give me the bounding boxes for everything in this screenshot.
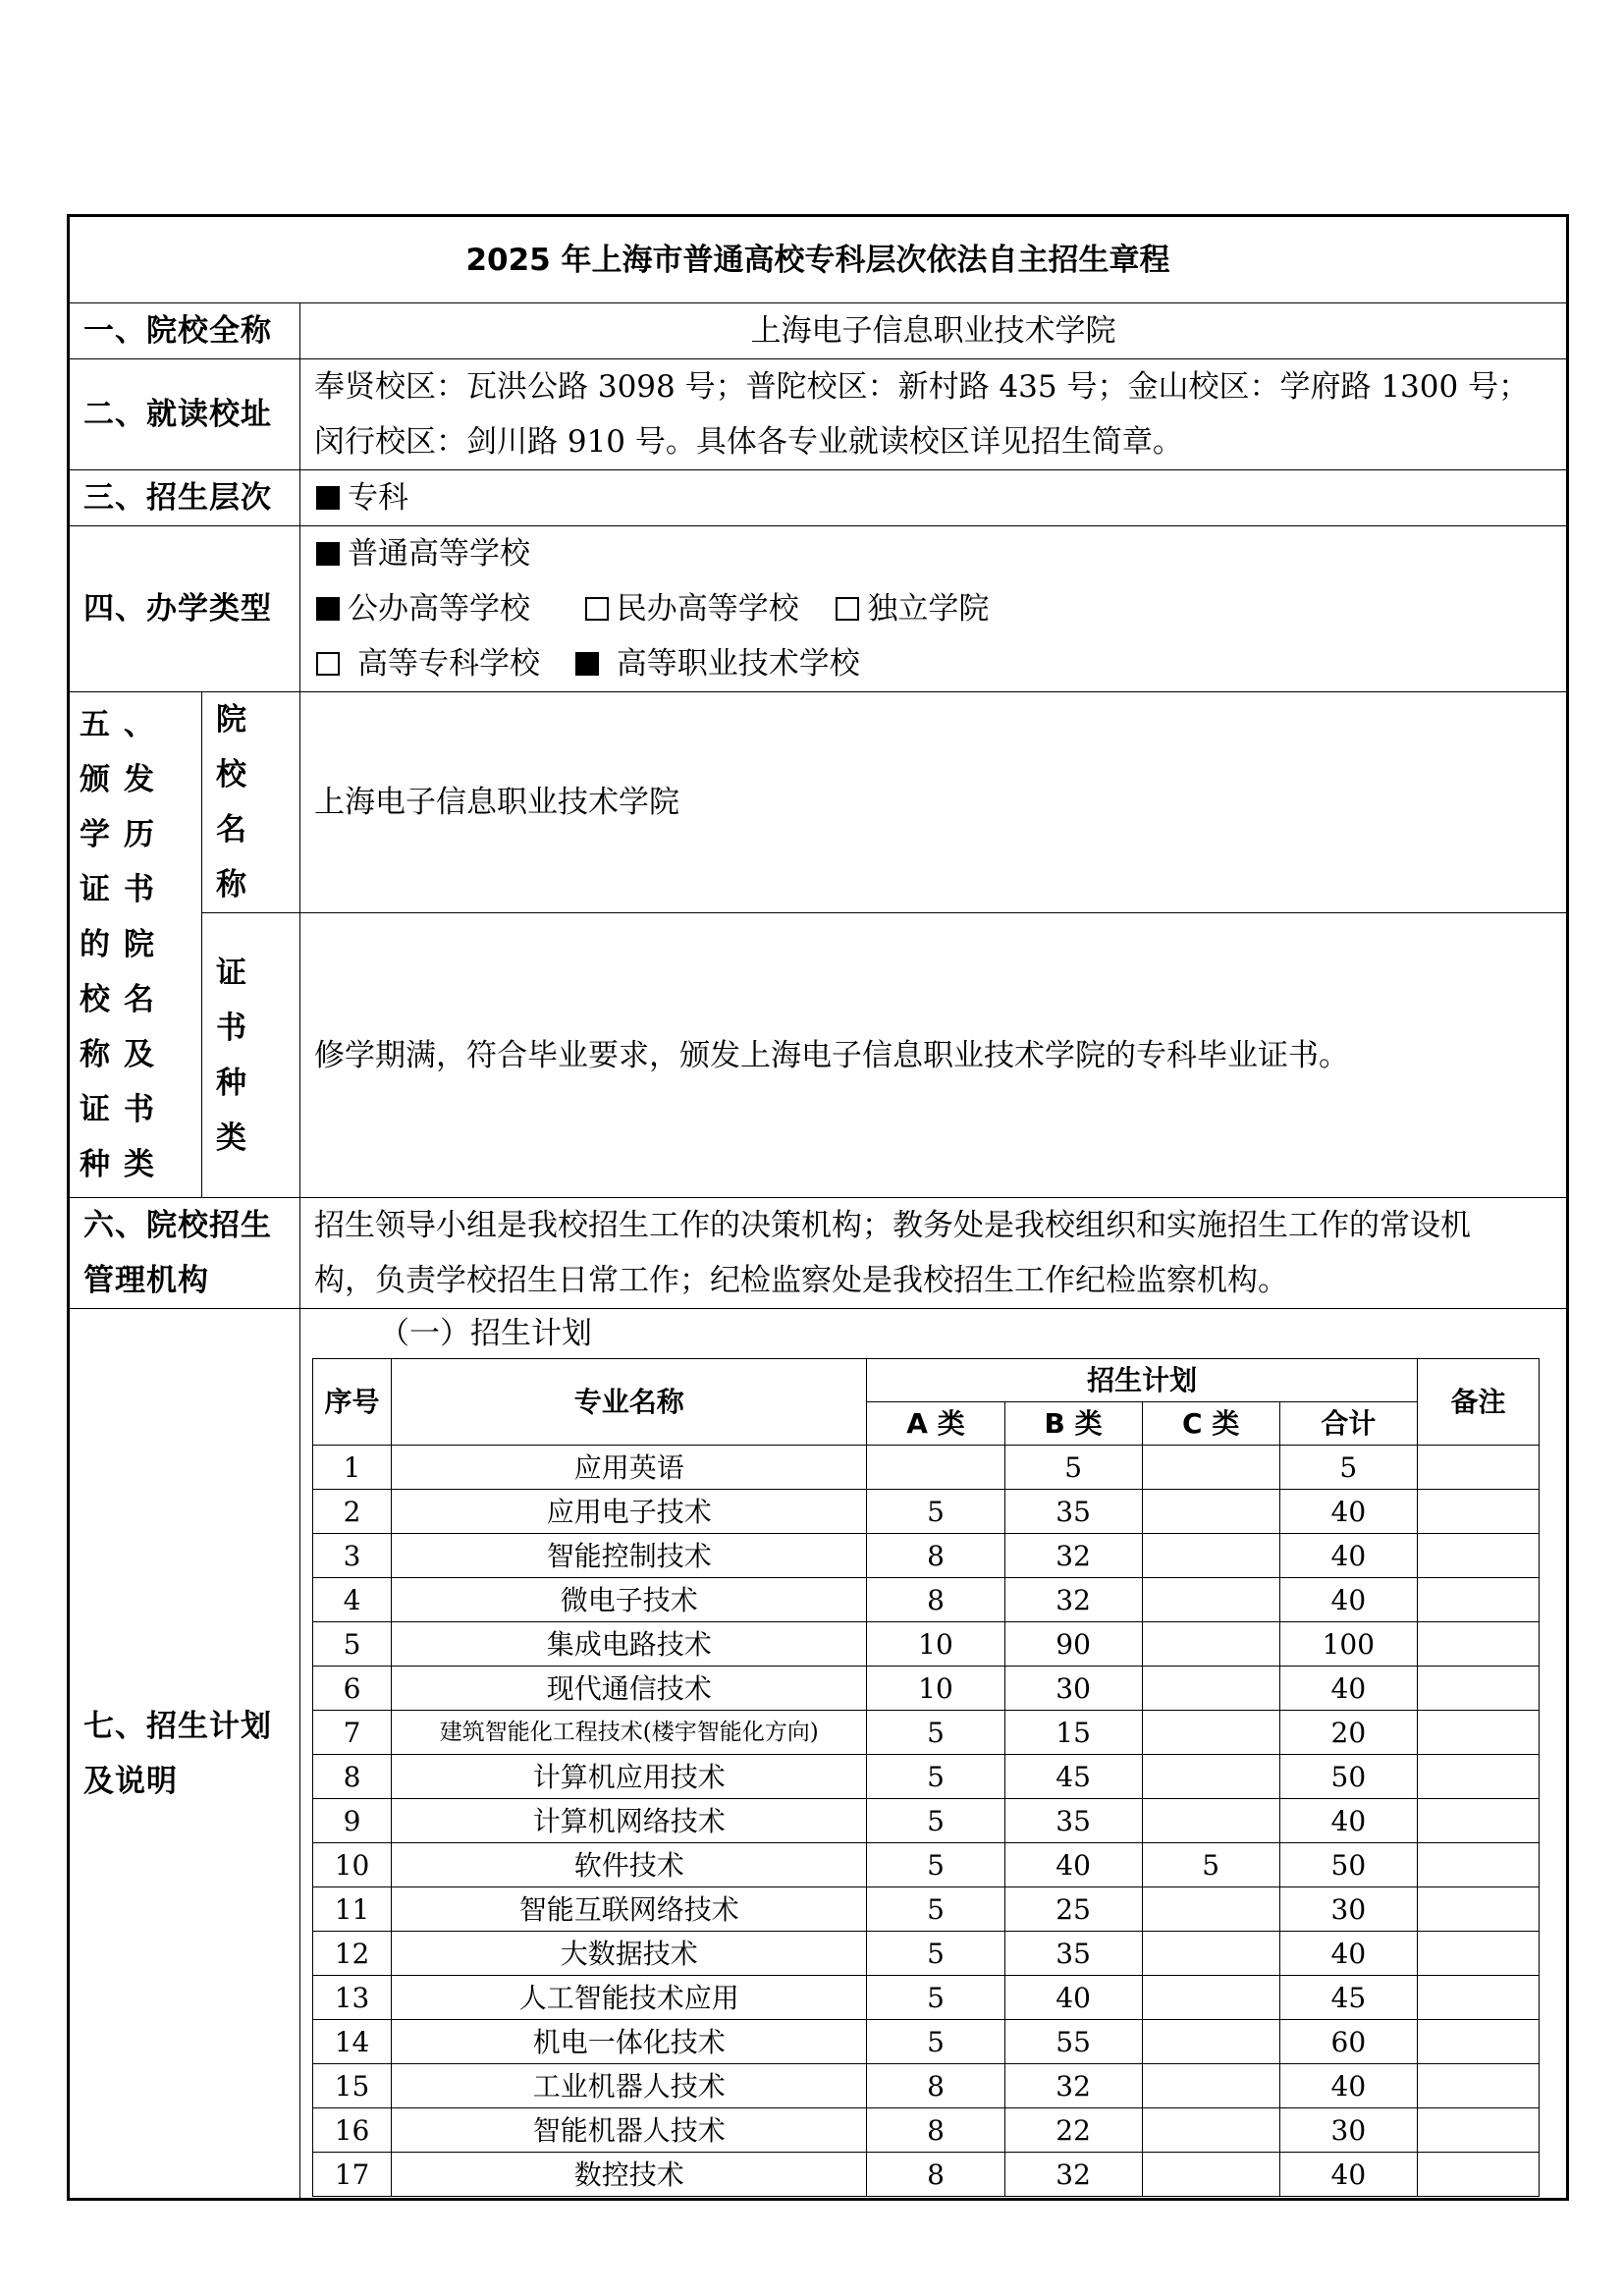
row-total: 40 xyxy=(1279,2153,1417,2197)
col-header-major: 专业名称 xyxy=(392,1359,867,1446)
row-total: 5 xyxy=(1279,1446,1417,1490)
row-major: 计算机应用技术 xyxy=(392,1755,867,1799)
row-major: 软件技术 xyxy=(392,1843,867,1887)
enrollment-level-value xyxy=(300,470,1568,526)
row-major: 机电一体化技术 xyxy=(392,2020,867,2064)
row-total: 40 xyxy=(1279,1799,1417,1843)
enrollment-plan-label: 七、招生计划及说明 xyxy=(69,1309,300,2200)
row-b: 5 xyxy=(1004,1446,1142,1490)
checked-box-icon xyxy=(575,652,599,676)
admission-office-line-1: 招生领导小组是我校招生工作的决策机构；教务处是我校组织和实施招生工作的常设机 xyxy=(314,1208,1471,1243)
charter-table xyxy=(67,214,1569,2201)
row-a: 5 xyxy=(867,1887,1004,1932)
row-a: 8 xyxy=(867,1534,1004,1578)
row-b: 40 xyxy=(1004,1976,1142,2020)
row-no: 3 xyxy=(313,1534,392,1578)
row-no: 8 xyxy=(313,1755,392,1799)
table-row xyxy=(313,2064,1540,2108)
row-c xyxy=(1142,1976,1279,2020)
row-note xyxy=(1417,2064,1539,2108)
row-total: 100 xyxy=(1279,1622,1417,1667)
table-row xyxy=(313,2153,1540,2197)
row-no: 6 xyxy=(313,1667,392,1711)
table-row xyxy=(313,1490,1540,1534)
row-note xyxy=(1417,1843,1539,1887)
row-note xyxy=(1417,1446,1539,1490)
charter-sheet xyxy=(67,214,1569,2201)
admission-office-line-2: 构，负责学校招生日常工作；纪检监察处是我校招生工作纪检监察机构。 xyxy=(314,1263,1288,1298)
unchecked-box-icon xyxy=(836,597,859,621)
row-c xyxy=(1142,1755,1279,1799)
row-no: 15 xyxy=(313,2064,392,2108)
table-row xyxy=(313,2108,1540,2153)
table-row xyxy=(313,1887,1540,1932)
row-c xyxy=(1142,1711,1279,1755)
school-type-row-3 xyxy=(314,636,1552,691)
table-row xyxy=(313,1932,1540,1976)
row-c xyxy=(1142,1578,1279,1622)
row-b: 35 xyxy=(1004,1932,1142,1976)
option-general-university: 普通高等学校 xyxy=(348,536,530,572)
row-major: 智能控制技术 xyxy=(392,1534,867,1578)
option-private: 民办高等学校 xyxy=(616,591,799,627)
row-major: 现代通信技术 xyxy=(392,1667,867,1711)
row-c xyxy=(1142,1799,1279,1843)
table-row xyxy=(313,1622,1540,1667)
row-b: 45 xyxy=(1004,1755,1142,1799)
checked-box-icon xyxy=(316,486,340,510)
table-row xyxy=(313,1711,1540,1755)
school-name-value: 上海电子信息职业技术学院 xyxy=(300,303,1568,359)
row-note xyxy=(1417,1578,1539,1622)
row-c xyxy=(1142,1932,1279,1976)
row-a: 10 xyxy=(867,1622,1004,1667)
certificate-type-value: 修学期满，符合毕业要求，颁发上海电子信息职业技术学院的专科毕业证书。 xyxy=(300,913,1568,1198)
row-major: 数控技术 xyxy=(392,2153,867,2197)
row-c xyxy=(1142,1534,1279,1578)
col-header-plan: 招生计划 xyxy=(867,1359,1417,1402)
row-no: 9 xyxy=(313,1799,392,1843)
row-a: 5 xyxy=(867,2020,1004,2064)
col-header-c: C 类 xyxy=(1142,1402,1279,1446)
row-total: 40 xyxy=(1279,1932,1417,1976)
row-total: 40 xyxy=(1279,2064,1417,2108)
school-type-label: 四、办学类型 xyxy=(69,526,300,692)
row-no: 10 xyxy=(313,1843,392,1887)
row-b: 32 xyxy=(1004,1578,1142,1622)
issuing-school-label: 院校名称 xyxy=(202,692,300,913)
checked-box-icon xyxy=(316,597,340,621)
row-total: 30 xyxy=(1279,1887,1417,1932)
col-header-note: 备注 xyxy=(1417,1359,1539,1446)
row-b: 32 xyxy=(1004,1534,1142,1578)
row-c xyxy=(1142,1887,1279,1932)
row-total: 40 xyxy=(1279,1490,1417,1534)
row-a: 5 xyxy=(867,1843,1004,1887)
row-major: 计算机网络技术 xyxy=(392,1799,867,1843)
plan-subtitle: （一）招生计划 xyxy=(379,1316,592,1351)
row-no: 2 xyxy=(313,1490,392,1534)
row-no: 16 xyxy=(313,2108,392,2153)
row-major: 人工智能技术应用 xyxy=(392,1976,867,2020)
row-note xyxy=(1417,1534,1539,1578)
table-row xyxy=(313,1799,1540,1843)
row-total: 45 xyxy=(1279,1976,1417,2020)
table-row xyxy=(313,1534,1540,1578)
row-c xyxy=(1142,1667,1279,1711)
row-total: 40 xyxy=(1279,1578,1417,1622)
row-total: 50 xyxy=(1279,1755,1417,1799)
unchecked-box-icon xyxy=(316,652,340,676)
row-a: 5 xyxy=(867,1799,1004,1843)
row-total: 40 xyxy=(1279,1534,1417,1578)
school-type-options xyxy=(300,526,1568,692)
row-a: 5 xyxy=(867,1976,1004,2020)
col-header-a: A 类 xyxy=(867,1402,1004,1446)
plan-rows xyxy=(313,1446,1540,2197)
option-independent: 独立学院 xyxy=(867,591,990,627)
issuing-school-value: 上海电子信息职业技术学院 xyxy=(300,692,1568,913)
row-no: 14 xyxy=(313,2020,392,2064)
option-junior-college: 高等专科学校 xyxy=(357,646,540,682)
school-type-row-2 xyxy=(314,581,1552,636)
enrollment-level-label: 三、招生层次 xyxy=(69,470,300,526)
row-c: 5 xyxy=(1142,1843,1279,1887)
row-c xyxy=(1142,1490,1279,1534)
table-row xyxy=(313,2020,1540,2064)
option-public: 公办高等学校 xyxy=(348,591,530,627)
enrollment-plan-table xyxy=(312,1358,1540,2197)
row-note xyxy=(1417,1976,1539,2020)
row-b: 30 xyxy=(1004,1667,1142,1711)
row-note xyxy=(1417,1667,1539,1711)
row-b: 32 xyxy=(1004,2153,1142,2197)
school-type-row-1 xyxy=(314,526,1552,581)
table-row xyxy=(313,1446,1540,1490)
col-header-b: B 类 xyxy=(1004,1402,1142,1446)
col-header-no: 序号 xyxy=(313,1359,392,1446)
row-c xyxy=(1142,2153,1279,2197)
row-no: 17 xyxy=(313,2153,392,2197)
row-a: 5 xyxy=(867,1711,1004,1755)
certificate-type-label: 证书种类 xyxy=(202,913,300,1198)
row-major: 智能互联网络技术 xyxy=(392,1887,867,1932)
row-note xyxy=(1417,1755,1539,1799)
row-major: 大数据技术 xyxy=(392,1932,867,1976)
row-b: 32 xyxy=(1004,2064,1142,2108)
row-a: 8 xyxy=(867,2108,1004,2153)
row-major: 应用电子技术 xyxy=(392,1490,867,1534)
row-major: 集成电路技术 xyxy=(392,1622,867,1667)
row-major: 工业机器人技术 xyxy=(392,2064,867,2108)
row-total: 50 xyxy=(1279,1843,1417,1887)
row-a: 5 xyxy=(867,1932,1004,1976)
level-option-vocational: 专科 xyxy=(348,480,408,516)
row-c xyxy=(1142,2064,1279,2108)
checked-box-icon xyxy=(316,542,340,566)
row-note xyxy=(1417,2020,1539,2064)
campus-address-line-2: 闵行校区：剑川路 910 号。具体各专业就读校区详见招生简章。 xyxy=(314,424,1183,460)
row-b: 35 xyxy=(1004,1799,1142,1843)
row-no: 12 xyxy=(313,1932,392,1976)
row-note xyxy=(1417,1490,1539,1534)
row-a: 8 xyxy=(867,2064,1004,2108)
row-c xyxy=(1142,2108,1279,2153)
table-row xyxy=(313,1976,1540,2020)
row-c xyxy=(1142,1622,1279,1667)
campus-address-line-1: 奉贤校区：瓦洪公路 3098 号；普陀校区：新村路 435 号；金山校区：学府路 1300 号； xyxy=(314,369,1530,405)
row-note xyxy=(1417,1932,1539,1976)
row-c xyxy=(1142,1446,1279,1490)
admission-office-label: 六、院校招生管理机构 xyxy=(69,1198,300,1309)
row-total: 20 xyxy=(1279,1711,1417,1755)
row-major: 应用英语 xyxy=(392,1446,867,1490)
row-total: 60 xyxy=(1279,2020,1417,2064)
row-a xyxy=(867,1446,1004,1490)
table-row xyxy=(313,1843,1540,1887)
table-row xyxy=(313,1578,1540,1622)
row-no: 13 xyxy=(313,1976,392,2020)
col-header-total: 合计 xyxy=(1279,1402,1417,1446)
campus-address-label: 二、就读校址 xyxy=(69,359,300,470)
row-note xyxy=(1417,2108,1539,2153)
row-b: 25 xyxy=(1004,1887,1142,1932)
row-total: 30 xyxy=(1279,2108,1417,2153)
row-b: 40 xyxy=(1004,1843,1142,1887)
row-b: 90 xyxy=(1004,1622,1142,1667)
row-note xyxy=(1417,2153,1539,2197)
table-row xyxy=(313,1755,1540,1799)
row-no: 11 xyxy=(313,1887,392,1932)
row-no: 7 xyxy=(313,1711,392,1755)
row-b: 55 xyxy=(1004,2020,1142,2064)
option-vocational-school: 高等职业技术学校 xyxy=(616,646,860,682)
row-a: 8 xyxy=(867,2153,1004,2197)
school-name-label: 一、院校全称 xyxy=(69,303,300,359)
row-no: 1 xyxy=(313,1446,392,1490)
campus-address-value xyxy=(300,359,1568,470)
table-row xyxy=(313,1667,1540,1711)
row-a: 8 xyxy=(867,1578,1004,1622)
row-note xyxy=(1417,1887,1539,1932)
row-b: 35 xyxy=(1004,1490,1142,1534)
row-b: 15 xyxy=(1004,1711,1142,1755)
row-a: 5 xyxy=(867,1755,1004,1799)
certificate-section-label: 五、颁发学历证书的院校名称及证书种类 xyxy=(69,692,202,1198)
page-title: 2025 年上海市普通高校专科层次依法自主招生章程 xyxy=(69,216,1568,303)
row-major: 智能机器人技术 xyxy=(392,2108,867,2153)
admission-office-value xyxy=(300,1198,1568,1309)
row-note xyxy=(1417,1711,1539,1755)
row-c xyxy=(1142,2020,1279,2064)
row-note xyxy=(1417,1622,1539,1667)
row-major: 建筑智能化工程技术(楼宇智能化方向) xyxy=(392,1711,867,1755)
unchecked-box-icon xyxy=(585,597,609,621)
row-note xyxy=(1417,1799,1539,1843)
row-total: 40 xyxy=(1279,1667,1417,1711)
row-major: 微电子技术 xyxy=(392,1578,867,1622)
row-a: 5 xyxy=(867,1490,1004,1534)
row-no: 4 xyxy=(313,1578,392,1622)
row-b: 22 xyxy=(1004,2108,1142,2153)
enrollment-plan-cell xyxy=(300,1309,1568,2200)
row-no: 5 xyxy=(313,1622,392,1667)
row-a: 10 xyxy=(867,1667,1004,1711)
